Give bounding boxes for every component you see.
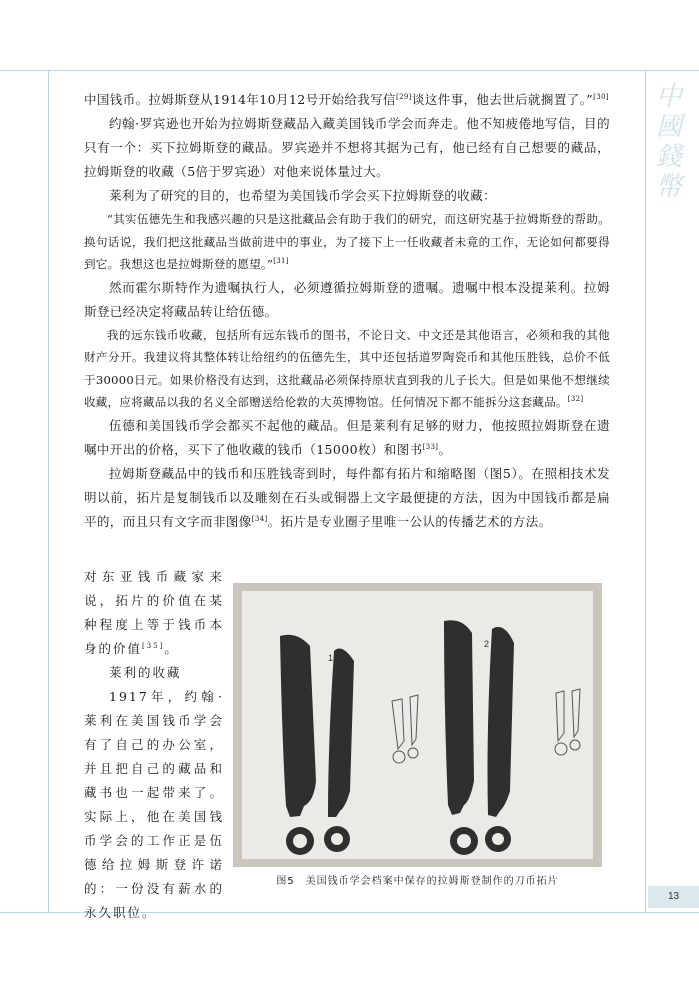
knife-coin-2-reverse-rubbing [488, 627, 515, 817]
paragraph: 约翰·罗宾逊也开始为拉姆斯登藏品入藏美国钱币学会而奔走。他不知疲倦地写信，目的只有一个：买下拉姆斯登的藏品。罗宾逊并不想将其据为己有，他已经有自己想要的藏品，拉姆斯登的收藏（5倍于罗宾逊）对他来说体量过大。 [84, 116, 610, 179]
footnote-ref: [32] [567, 395, 584, 404]
rubbing-paper [242, 591, 593, 859]
knife-coin-1-sketch [392, 699, 404, 749]
paragraph: 对东亚钱币藏家来说，拓片的价值在某种程度上等于钱币本身的价值[35]。 [84, 569, 224, 656]
running-title: 中國錢幣 [655, 82, 682, 202]
figure-label-2: 2 [484, 639, 490, 649]
knife-coin-2-sketch [556, 691, 564, 741]
right-border-line [645, 70, 646, 913]
left-column-text [84, 565, 224, 925]
footnote-ref: [33] [422, 442, 439, 451]
section-subheading: 莱利的收藏 [109, 665, 182, 680]
figure-knife-coin-rubbings [233, 583, 602, 867]
knife-coin-2-obverse-rubbing [444, 620, 474, 815]
paragraph: 拉姆斯登藏品中的钱币和压胜钱寄到时，每件都有拓片和缩略图（图5）。在照相技术发明以前，拓片是复制钱币以及雕刻在石头或铜器上文字最便捷的方法，因为中国钱币都是扁平的，而且只有文字而非图像[34]。拓片是专业圈子里唯一公认的传播艺术的方法。 [84, 465, 610, 529]
knife-coin-2-reverse-sketch [572, 689, 580, 737]
main-text [84, 88, 610, 534]
footnote-ref: [35] [142, 641, 165, 650]
footnote-ref: [34] [251, 514, 268, 523]
page-number: 13 [648, 886, 699, 908]
knife-coin-1-obverse-rubbing [280, 635, 316, 817]
footnote-ref: [29] [395, 92, 412, 101]
paragraph: 然而霍尔斯特作为遗嘱执行人，必须遵循拉姆斯登的遗嘱。遗嘱中根本没提莱利。拉姆斯登已经决定将藏品转让给伍德。 [84, 279, 610, 319]
top-border-line [0, 70, 699, 71]
block-quote: “其实伍德先生和我感兴趣的只是这批藏品会有助于我们的研究，而这研究基于拉姆斯登的帮助。换句话说，我们把这批藏品当做前进中的事业，为了接下上一任收藏者未竟的工作，无论如何都要得到它。我想这也是拉姆斯登的愿望。”[31] [84, 212, 610, 271]
paragraph: 1917年，约翰·莱利在美国钱币学会有了自己的办公室，并且把自己的藏品和藏书也一起带来了。实际上，他在美国钱币学会的工作正是伍德给拉姆斯登许诺的：一份没有薪水的永久职位。 [84, 689, 224, 920]
block-quote: 我的远东钱币收藏，包括所有远东钱币的图书，不论日文、中文还是其他语言，必须和我的其他财产分开。我建议将其整体转让给纽约的伍德先生，其中还包括道罗陶瓷币和其他压胜钱，总价不低于30000日元。如果价格没有达到，这批藏品必须保持原状直到我的儿子长大。但是如果他不想继续收藏，应将藏品以我的名义全部赠送给伦敦的大英博物馆。任何情况下都不能拆分这套藏品。[32] [84, 327, 610, 409]
left-border-line [48, 70, 49, 913]
knife-coin-1-reverse-rubbing [328, 649, 354, 817]
footnote-ref: [31] [273, 257, 289, 266]
paragraph: 莱利为了研究的目的，也希望为美国钱币学会买下拉姆斯登的收藏： [109, 188, 497, 203]
paragraph: 伍德和美国钱币学会都买不起他的藏品。但是莱利有足够的财力，他按照拉姆斯登在遗嘱中开出的价格，买下了他收藏的钱币（15000枚）和图书[33]。 [84, 417, 610, 457]
figure-caption: 图5 美国钱币学会档案中保存的拉姆斯登制作的刀币拓片 [276, 876, 559, 887]
footnote-ref: [30] [593, 92, 610, 101]
paragraph: 中国钱币。拉姆斯登从1914年10月12号开始给我写信[29]谈这件事，他去世后就搁置了。”[30] [84, 92, 610, 107]
knife-coin-rubbings-image [242, 591, 593, 859]
knife-coin-1-reverse-sketch [410, 695, 418, 745]
figure-label-1: 1 [328, 653, 334, 663]
